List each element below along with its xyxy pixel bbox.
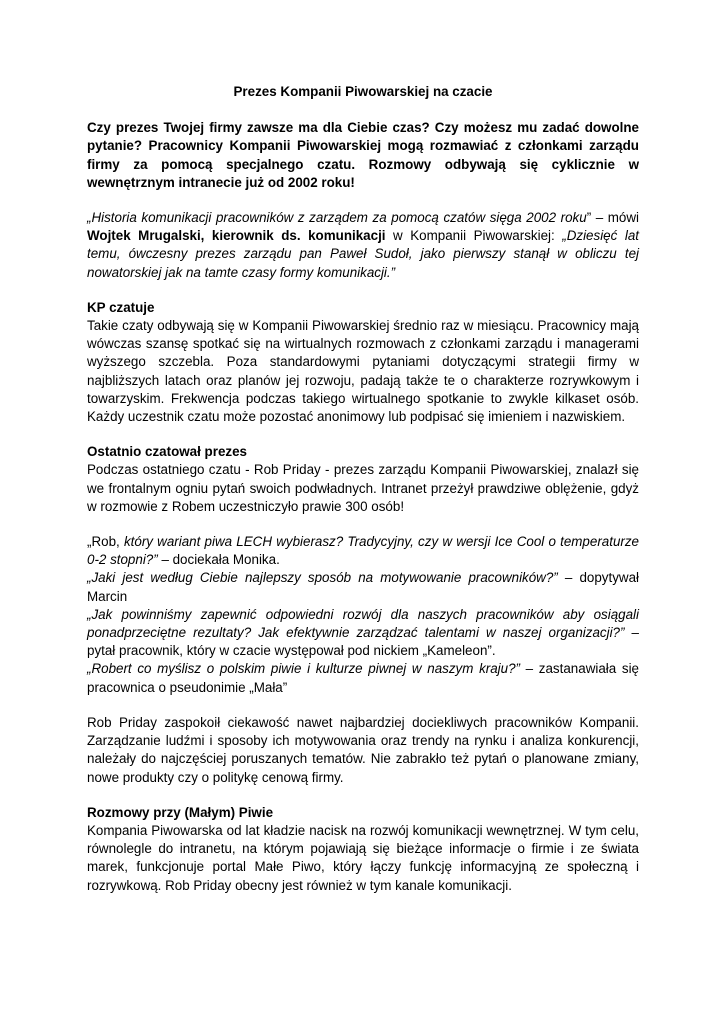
question-3-author: – pytał pracownik, który w czacie występował pod nickiem „Kameleon”. [87,625,639,659]
speaker-name: Wojtek Mrugalski, kierownik ds. komunikacji [87,228,386,244]
question-1-pre: „Rob, [87,534,124,550]
document-page [87,83,639,895]
document-title: Prezes Kompanii Piwowarskiej na czacie [233,84,493,99]
question-4-author: – zastanawiała się pracownica o pseudonimie „Mała” [87,661,639,695]
question-1 [87,533,639,569]
question-2 [87,569,639,605]
intro-text-1: ” – mówi [586,210,639,226]
section-body-rozmowy: Kompania Piwowarska od lat kładzie nacisk na rozwój komunikacji wewnętrznej. W tym celu, równolegle do intranetu, na którym pojawiają się bieżące informacje o firmie i ze świata marek, funkcjonuje portal Małe Piwo, który łączy funkcję informacyjną ze społeczną i rozrywkową. Rob Priday obecny jest również w tym kanale komunikacji. [87,822,639,893]
summary-paragraph: Rob Priday zaspokoił ciekawość nawet najbardziej dociekliwych pracowników Kompanii. Zarządzanie ludźmi i sposoby ich motywowania oraz trendy na rynku i analiza konkurencji, należały do najczęściej poruszanych tematów. Nie zabrakło też pytań o planowane zmiany, nowe produkty czy o politykę cenową firmy. [87,714,639,785]
question-4 [87,660,639,696]
section-heading-rozmowy: Rozmowy przy (Małym) Piwie [87,804,274,820]
intro-quote-1: „Historia komunikacji pracowników z zarządem za pomocą czatów sięga 2002 roku [87,210,587,226]
section-heading-kp-czatuje: KP czatuje [87,299,155,315]
question-3 [87,606,639,661]
intro-text-2: w Kompanii Piwowarskiej: [385,228,563,244]
section-body-kp-czatuje: Takie czaty odbywają się w Kompanii Piwowarskiej średnio raz w miesiącu. Pracownicy mają wówczas szansę spotkać się na wirtualnych rozmowach z członkami zarządu i managerami wyższego szczebla. Poza standardowymi pytaniami dotyczącymi strategii firmy w najbliższych latach oraz planów jej rozwoju, padają także te o charakterze rozrywkowym i towarzyskim. Frekwencja podczas takiego wirtualnego spotkanie to zwykle kilkaset osób. Każdy uczestnik czatu może pozostać anonimowy lub podpisać się imieniem i nazwiskiem. [87,318,639,425]
section-heading-ostatnio: Ostatnio czatował prezes [87,444,247,460]
intro-quote-2: „Dziesięć lat temu, ówczesny prezes zarządu pan Paweł Sudoł, jako pierwszy stanął w obliczu tej nowatorskiej jak na tamte czasy formy komunikacji.” [87,228,639,280]
question-2-text: „Jaki jest według Ciebie najlepszy sposób na motywowanie pracowników?” [87,570,558,586]
question-3-text: „Jak powinniśmy zapewnić odpowiedni rozwój dla naszych pracowników aby osiągali ponadprzeciętne rezultaty? Jak efektywnie zarządzać talentami w naszej organizacji?” [87,606,639,641]
question-1-author: – dociekała Monika. [157,552,280,568]
lead-paragraph: Czy prezes Twojej firmy zawsze ma dla Ciebie czas? Czy możesz mu zadać dowolne pytanie? Pracownicy Kompanii Piwowarskiej mogą rozmawiać z członkami zarządu firmy za pomocą specjalnego czatu. Rozmowy odbywają się cyklicznie w wewnętrznym intranecie już od 2002 roku! [87,120,639,190]
intro-quote-paragraph [87,209,639,282]
question-1-text: który wariant piwa LECH wybierasz? Tradycyjny, czy w wersji Ice Cool o temperaturze 0-2 stopni?” [87,534,639,568]
question-2-author: – dopytywał Marcin [87,570,639,604]
section-body-ostatnio: Podczas ostatniego czatu - Rob Priday - prezes zarządu Kompanii Piwowarskiej, znalazł się we frontalnym ogniu pytań swoich podwładnych. Intranet przeżył prawdziwe oblężenie, gdyż w rozmowie z Robem uczestniczyło prawie 300 osób! [87,462,639,514]
question-4-text: „Robert co myślisz o polskim piwie i kulturze piwnej w naszym kraju?” [87,661,520,677]
